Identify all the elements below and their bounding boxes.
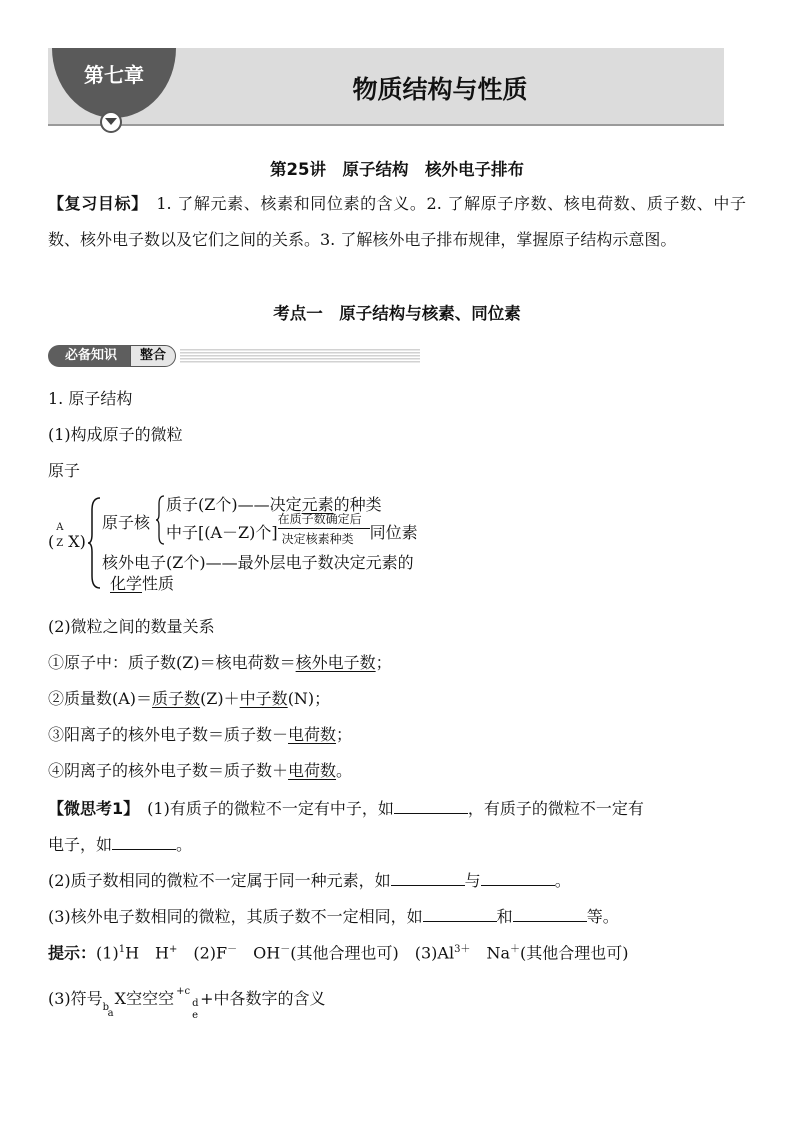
nucleus-brace	[156, 494, 166, 546]
lecture-title: 第25讲 原子结构 核外电子排布	[270, 160, 524, 179]
badge-light-label: 整合	[130, 345, 176, 367]
review-text: 1. 了解元素、核素和同位素的含义。2. 了解原子序数、核电荷数、质子数、中子数、核外电子数以及它们之间的关系。3. 了解核外电子排布规律，掌握原子结构示意图。	[48, 194, 746, 249]
electron-line-2: 化学性质	[110, 574, 175, 593]
answer-blank-4[interactable]	[481, 871, 555, 886]
think-q1: 【微思考1】 (1)有质子的微粒不一定有中子，如 ，有质子的微粒不一定有	[48, 799, 644, 818]
relation-3: ③阳离子的核外电子数＝质子数－电荷数；	[48, 725, 353, 744]
answer-blank-1[interactable]	[394, 799, 468, 814]
electron-line: 核外电子(Z个)——最外层电子数决定元素的	[102, 553, 414, 572]
nucleus-label: 原子核	[102, 513, 151, 532]
answer-blank-5[interactable]	[423, 907, 497, 922]
badge-stripes	[180, 349, 420, 363]
relation-2: ②质量数(A)＝质子数(Z)＋中子数(N)；	[48, 689, 331, 708]
chapter-title: 物质结构与性质	[352, 75, 528, 104]
s1-heading: 1. 原子结构	[48, 389, 133, 408]
section-title: 考点一 原子结构与核素、同位素	[273, 304, 521, 323]
chapter-label: 第七章	[52, 48, 176, 118]
answer-blank-6[interactable]	[513, 907, 587, 922]
neutron-line: 中子[(A－Z)个] 在质子数确定后 决定核素种类 同位素	[166, 512, 418, 546]
review-goals	[48, 186, 746, 258]
answer-blank-3[interactable]	[391, 871, 465, 886]
symbol-meaning-line: (3)符号 b a X空空空 +c d e +中各数字的含义	[48, 986, 326, 1021]
nuclide-symbol: ( A Z X)	[48, 522, 86, 551]
proton-line: 质子(Z个)——决定元素的种类	[166, 495, 382, 514]
hint-line: 提示：$(1)^1H$ H+ (2)F－ OH－(其他合理也可) $(3)Al^{3+}$ Na＋(其他合理也可)	[48, 943, 629, 963]
answer-blank-2[interactable]	[112, 835, 176, 850]
outer-brace	[88, 496, 102, 590]
badge-dark-label: 必备知识	[48, 345, 134, 367]
think-q2: (2)质子数相同的微粒不一定属于同一种元素，如 与 。	[48, 871, 571, 890]
s1-sub1: (1)构成原子的微粒	[48, 425, 183, 444]
atom-word: 原子	[48, 461, 81, 480]
relation-4: ④阴离子的核外电子数＝质子数＋电荷数。	[48, 761, 353, 780]
think-q1-cont: 电子，如 。	[48, 835, 193, 854]
chevron-down-icon	[100, 111, 122, 133]
review-label: 【复习目标】	[48, 194, 140, 213]
relation-1: ①原子中：质子数(Z)＝核电荷数＝核外电子数；	[48, 653, 392, 672]
think-q3: (3)核外电子数相同的微粒，其质子数不一定相同，如 和 等。	[48, 907, 619, 926]
s1-sub2: (2)微粒之间的数量关系	[48, 617, 215, 636]
